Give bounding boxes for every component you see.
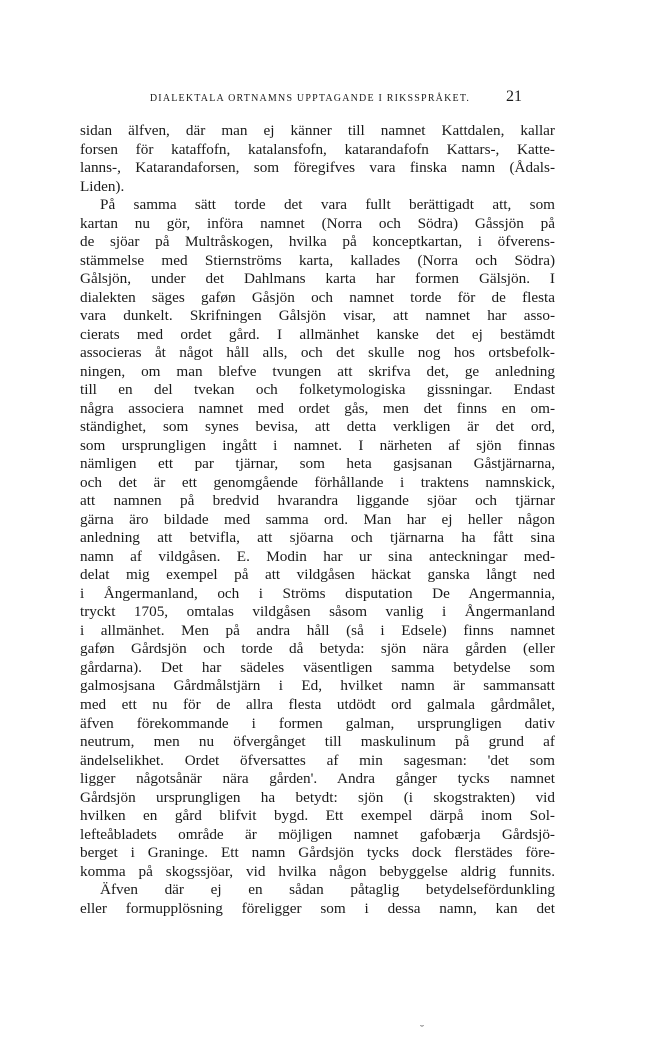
text-line: några associera namnet med ordet gås, men det finns en om- [80, 399, 555, 417]
text-line: associeras åt något håll alls, och det skulle nog hos ortsbefolk- [80, 344, 555, 362]
text-line: ningen, om man blefve tvungen att skrifva det, ge anledning [80, 362, 555, 380]
text-line: hvilken en gård blifvit bygd. Ett exempel därpå inom Sol- [80, 807, 555, 825]
text-line: tryckt 1705, omtalas vildgåsen såsom vanlig i Ångermanland [80, 603, 555, 621]
text-line: att namnen på bredvid hvarandra liggande sjöar och tjärnar [80, 492, 555, 510]
text-line: gaføn Gårdsjön och torde då betyda: sjön nära gården (eller [80, 640, 555, 658]
text-line: Gålsjön, under det Dahlmans karta har formen Gälsjön. I [80, 270, 555, 288]
text-line: stämmelse med Stiernströms karta, kallades (Norra och Södra) [80, 251, 555, 269]
text-line: i allmänhet. Men på andra håll (så i Edsele) finns namnet [80, 621, 555, 639]
running-header: DIALEKTALA ORTNAMNS UPPTAGANDE I RIKSSPRÅKET. [149, 93, 471, 104]
text-line: Gårdsjön ursprungligen ha betydt: sjön (i skogstrakten) vid [80, 788, 555, 806]
text-line: Liden). [80, 177, 125, 195]
text-line: med ett nu för de allra flesta utdödt ord galmala gårdmålet, [80, 695, 555, 713]
text-line: nämligen ett par tjärnar, som heta gasjsanan Gåstjärnarna, [80, 455, 555, 473]
text-line: namn af vildgåsen. E. Modin har ur sina anteckningar med- [80, 547, 555, 565]
text-line: lanns-, Katarandaforsen, som föregifves vara finska namn (Ådals- [80, 159, 555, 177]
text-line: äfven förekommande i formen galman, ursprungligen dativ [80, 714, 555, 732]
text-line: sidan älfven, där man ej känner till namnet Kattdalen, kallar [80, 122, 555, 139]
text-line: kartan nu gör, införa namnet (Norra och Södra) Gåssjön på [80, 214, 555, 232]
text-line: cierats med ordet gård. I allmänhet kanske det ej bestämdt [80, 325, 555, 343]
text-line: galmosjsana Gårdmålstjärn i Ed, hvilket namn är sammansatt [80, 677, 555, 695]
text-line: På samma sätt torde det vara fullt berättigadt att, som [100, 196, 555, 214]
text-line: komma på skogssjöar, vid hvilka någon bebyggelse aldrig funnits. [80, 862, 555, 880]
page-number: 21 [506, 88, 522, 105]
text-line: till en del tvekan och folketymologiska gissningar. Endast [80, 381, 555, 399]
text-line: ständighet, som synes bevisa, att detta verkligen är det ord, [80, 418, 555, 436]
text-line: anledning att betvifla, att sjöarna och tjärnarna ha fått sina [80, 529, 555, 547]
text-line: berget i Graninge. Ett namn Gårdsjön tycks dock flerstädes före- [80, 844, 555, 862]
text-line: forsen för kataffofn, katalansfofn, katarandafofn Kattars-, Katte- [80, 140, 555, 158]
text-line: ligger någotsånär nära gården'. Andra gånger tycks namnet [80, 770, 555, 788]
footer-mark: ˘ [420, 1022, 424, 1036]
text-line: ändelselikhet. Ordet öfversattes af min sagesman: 'det som [80, 751, 555, 769]
body-text [80, 122, 555, 918]
text-line: lefteåbladets område är möjligen namnet gafobærja Gårdsjö- [80, 825, 555, 843]
text-line: de sjöar på Multråskogen, hvilka på konceptkartan, i öfverens- [80, 233, 555, 251]
text-line: som ursprungligen ingått i namnet. I närheten af sjön finnas [80, 436, 555, 454]
text-line: och det är ett genomgående förhållande i traktens namnskick, [80, 473, 555, 491]
text-line: Äfven där ej en sådan påtaglig betydelsefördunkling [100, 881, 555, 899]
text-line: dialekten säges gaføn Gåsjön och namnet torde för de flesta [80, 288, 555, 306]
text-line: i Ångermanland, och i Ströms disputation De Angermannia, [80, 584, 555, 602]
text-line: delat mig exempel på att vildgåsen häckat ganska långt ned [80, 566, 555, 584]
text-line: vara dunkelt. Skrifningen Gålsjön visar, att namnet har asso- [80, 307, 555, 325]
text-line: gärna äro bildade med samma ord. Man har ej heller någon [80, 510, 555, 528]
text-line: gårdarna). Det har sädeles väsentligen samma betydelse som [80, 658, 555, 676]
text-line: neutrum, men nu öfvergånget till maskulinum på grund af [80, 733, 555, 751]
text-line: eller formupplösning föreligger som i dessa namn, kan det [80, 899, 555, 917]
